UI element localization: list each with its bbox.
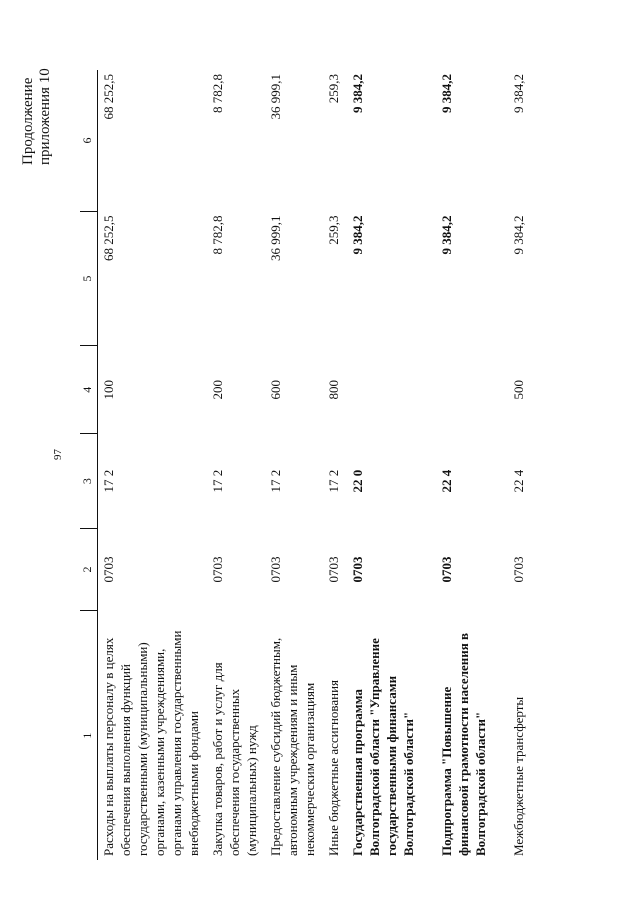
column-header-5: 5	[80, 212, 98, 346]
row-section: 0703	[350, 556, 365, 583]
row-sum-total: 9 384,2	[439, 74, 454, 113]
table-row	[98, 70, 208, 860]
row-name: Государственная программа Волгоградской области "Управление государственными финансами Волгоградской области"	[350, 638, 416, 856]
column-header-6: 6	[80, 70, 98, 212]
page-number: 97	[52, 449, 64, 460]
budget-table	[80, 70, 532, 860]
table-row	[207, 70, 265, 860]
table-row	[323, 70, 347, 860]
row-name: Иные бюджетные ассигнования	[326, 679, 341, 856]
row-target: 17 2	[210, 469, 225, 493]
row-section: 0703	[210, 556, 225, 583]
row-target: 22 4	[511, 469, 526, 493]
column-header-2: 2	[80, 528, 98, 611]
row-name: Межбюджетные трансферты	[511, 696, 526, 856]
row-target: 22 4	[439, 469, 454, 493]
table-header-row	[80, 70, 98, 860]
row-name: Расходы на выплаты персоналу в целях обеспечения выполнения функций государственными (муниципальными) органами, казенными учреждениями, органами управления государственными внебюджетными фондами	[101, 630, 201, 856]
column-header-4: 4	[80, 346, 98, 434]
row-sum-plan: 9 384,2	[439, 215, 454, 255]
row-expense-type	[422, 346, 494, 434]
row-sum-total: 259,3	[326, 74, 341, 104]
continuation-heading: Продолжение приложения 10	[20, 68, 53, 165]
row-target: 17 2	[326, 469, 341, 493]
row-expense-type: 200	[210, 380, 225, 400]
row-sum-total: 8 782,8	[210, 74, 225, 113]
row-sum-plan: 68 252,5	[101, 215, 116, 262]
row-sum-total: 9 384,2	[511, 74, 526, 113]
row-sum-plan: 36 999,1	[268, 215, 283, 262]
row-section: 0703	[511, 556, 526, 583]
row-sum-plan: 9 384,2	[350, 215, 365, 255]
row-target: 17 2	[268, 469, 283, 493]
row-section: 0703	[326, 556, 341, 583]
row-expense-type: 100	[101, 380, 116, 400]
row-sum-total: 68 252,5	[101, 74, 116, 120]
row-sum-plan: 8 782,8	[210, 215, 225, 255]
row-expense-type: 600	[268, 380, 283, 400]
row-sum-plan: 9 384,2	[511, 215, 526, 255]
row-sum-total: 36 999,1	[268, 74, 283, 120]
row-expense-type: 800	[326, 380, 341, 400]
column-header-3: 3	[80, 434, 98, 528]
row-name: Предоставление субсидий бюджетным, автономным учреждениям и иным некоммерческим организациям	[268, 637, 317, 856]
row-sum-plan: 259,3	[326, 215, 341, 245]
row-section: 0703	[439, 556, 454, 583]
row-name: Закупка товаров, работ и услуг для обеспечения государственных (муниципальных) нужд	[210, 662, 259, 856]
table-row	[265, 70, 323, 860]
row-target: 17 2	[101, 469, 116, 493]
row-target: 22 0	[350, 469, 365, 493]
table-row	[494, 70, 532, 860]
table-row	[347, 70, 422, 860]
row-expense-type	[347, 346, 422, 434]
row-sum-total: 9 384,2	[350, 74, 365, 113]
table-row	[422, 70, 494, 860]
row-section: 0703	[101, 556, 116, 583]
row-name: Подпрограмма "Повышение финансовой грамотности населения в Волгоградской области"	[439, 632, 488, 856]
row-section: 0703	[268, 556, 283, 583]
column-header-1: 1	[80, 611, 98, 860]
row-expense-type: 500	[511, 380, 526, 400]
